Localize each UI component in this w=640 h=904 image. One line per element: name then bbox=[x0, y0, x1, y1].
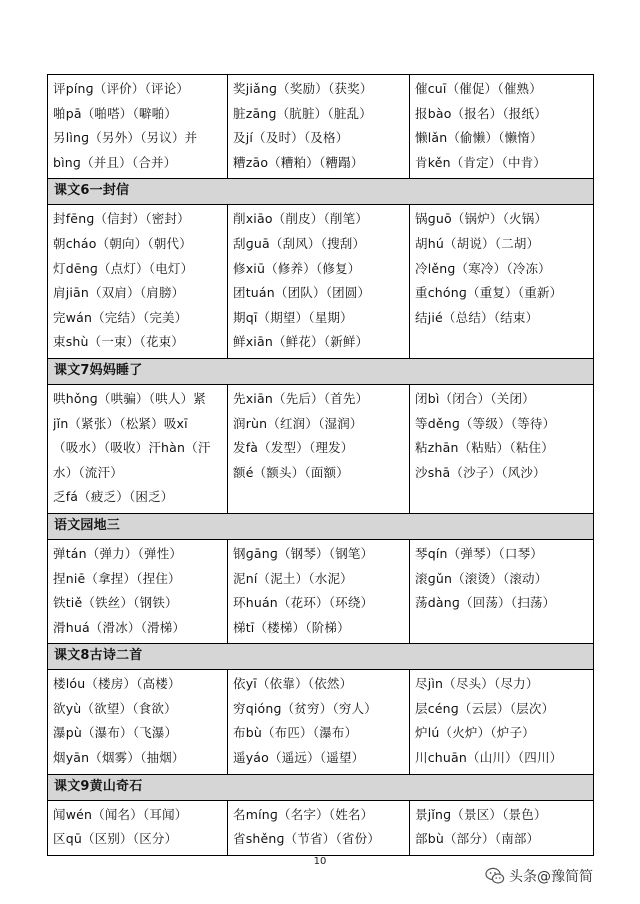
vocabulary-sheet bbox=[47, 74, 593, 856]
vocab-entry: 报bào（报名）（报纸） bbox=[415, 105, 547, 121]
wechat-icon bbox=[485, 866, 505, 886]
vocab-entry: 梯tī（楼梯）（阶梯） bbox=[233, 619, 350, 635]
vocab-row bbox=[48, 205, 594, 359]
vocab-entry: 省shěnɡ（节省）（省份） bbox=[233, 831, 381, 847]
vocab-entry: 锅ɡuō（锅炉）（火锅） bbox=[415, 211, 548, 227]
vocab-cell bbox=[410, 75, 594, 179]
page-number: 10 bbox=[313, 856, 327, 867]
vocab-entry: 布bù（布匹）（瀑布） bbox=[233, 725, 358, 741]
vocab-cell bbox=[228, 205, 410, 359]
section-title: 语文园地三 bbox=[48, 513, 594, 539]
vocab-entry: 灯dēnɡ（点灯）（电灯） bbox=[53, 260, 194, 276]
section-header-row bbox=[48, 513, 594, 539]
vocab-entry: 先xiān（先后）（首先） bbox=[233, 390, 369, 406]
watermark bbox=[485, 864, 593, 888]
vocab-entry: 楼lóu（楼房）（高楼） bbox=[53, 676, 181, 692]
vocab-cell bbox=[228, 384, 410, 513]
vocab-entry: 滑huá（滑冰）（滑梯） bbox=[53, 619, 186, 635]
vocab-entry: 遥yáo（遥远）（遥望） bbox=[233, 750, 365, 766]
vocab-entry: 滚ɡǔn（滚烫）（滚动） bbox=[415, 570, 548, 586]
vocab-entry: 额é（额头）（面额） bbox=[233, 464, 349, 480]
vocab-entry: 区qū（区别）（区分） bbox=[53, 831, 178, 847]
vocab-row bbox=[48, 384, 594, 513]
vocab-entry: 催cuī（催促）（催熟） bbox=[415, 81, 542, 96]
vocab-cell bbox=[48, 539, 228, 643]
vocab-entry: 奖jiǎnɡ（奖励）（获奖） bbox=[233, 81, 373, 96]
vocab-entry: 冷lěnɡ（寒冷）（冷冻） bbox=[415, 260, 551, 276]
vocab-entry: 名mínɡ（名字）（姓名） bbox=[233, 806, 374, 822]
vocab-entry: 部bù（部分）（南部） bbox=[415, 831, 540, 847]
vocab-entry: 泥ní（泥土）（水泥） bbox=[233, 570, 353, 586]
vocab-row bbox=[48, 670, 594, 774]
vocab-cell bbox=[228, 670, 410, 774]
vocab-entry: bìnɡ（并且）（合并） bbox=[53, 154, 177, 170]
vocab-entry: 炉lú（火炉）（炉子） bbox=[415, 725, 535, 741]
vocab-entry: 糟zāo（糟粕）（糟蹋） bbox=[233, 154, 364, 170]
vocab-entry: 发fà（发型）（理发） bbox=[233, 440, 354, 456]
vocab-entry: 乏fá（疲乏）（困乏） bbox=[53, 489, 174, 505]
vocab-entry: 期qī（期望）（星期） bbox=[233, 309, 353, 325]
vocab-entry: 沙shā（沙子）（风沙） bbox=[415, 464, 546, 480]
vocab-entry: 水）（流汗） bbox=[53, 464, 123, 480]
watermark-text: 头条@豫简简 bbox=[509, 869, 593, 885]
vocab-entry: 层cénɡ（云层）（层次） bbox=[415, 700, 555, 716]
vocab-entry: 懒lǎn（偷懒）（懒惰） bbox=[415, 130, 543, 146]
vocab-entry: 闻wén（闻名）（耳闻） bbox=[53, 806, 188, 822]
vocab-entry: （吸水）（吸收）汗hàn（汗 bbox=[53, 440, 211, 456]
section-title: 课文9黄山奇石 bbox=[48, 774, 594, 800]
vocab-entry: 另lìnɡ（另外）（另议）并 bbox=[53, 130, 198, 146]
vocab-entry: 胡hú（胡说）（二胡） bbox=[415, 235, 540, 251]
vocab-row bbox=[48, 539, 594, 643]
vocab-cell bbox=[48, 75, 228, 179]
vocab-cell bbox=[410, 800, 594, 855]
vocab-entry: 重chónɡ（重复）（重新） bbox=[415, 285, 563, 301]
vocab-entry: 弹tán（弹力）（弹性） bbox=[53, 545, 183, 561]
vocab-entry: 粘zhān（粘贴）（粘住） bbox=[415, 440, 554, 456]
vocab-entry: 哄hǒnɡ（哄骗）（哄人）紧 bbox=[53, 390, 206, 406]
vocab-entry: 捏niē（拿捏）（捏住） bbox=[53, 570, 181, 586]
vocab-entry: 景jǐnɡ（景区）（景色） bbox=[415, 806, 547, 822]
vocab-cell bbox=[228, 800, 410, 855]
vocab-entry: 瀑pù（瀑布）（飞瀑） bbox=[53, 725, 178, 741]
vocab-entry: 等děnɡ（等级）（等待） bbox=[415, 415, 556, 431]
vocab-entry: 脏zānɡ（肮脏）（脏乱） bbox=[233, 105, 372, 121]
vocab-cell bbox=[228, 539, 410, 643]
vocab-entry: 穷qiónɡ（贫穷）（穷人） bbox=[233, 700, 377, 716]
section-header-row bbox=[48, 179, 594, 205]
vocab-entry: 及jí（及时）（及格） bbox=[233, 130, 349, 146]
section-title: 课文7妈妈睡了 bbox=[48, 358, 594, 384]
vocab-cell bbox=[48, 384, 228, 513]
vocab-entry: 评pínɡ（评价）（评论） bbox=[53, 81, 190, 96]
vocab-cell bbox=[410, 539, 594, 643]
vocab-entry: 川chuān（山川）（四川） bbox=[415, 750, 563, 766]
vocab-entry: 尽jìn（尽头）（尽力） bbox=[415, 676, 539, 692]
vocab-entry: 封fēnɡ（信封）（密封） bbox=[53, 211, 190, 227]
vocab-entry: 闭bì（闭合）（关闭） bbox=[415, 390, 535, 406]
vocab-cell bbox=[228, 75, 410, 179]
vocab-entry: 荡dànɡ（回荡）（扫荡） bbox=[415, 595, 556, 611]
section-header-row bbox=[48, 358, 594, 384]
vocab-entry: 完wán（完结）（完美） bbox=[53, 309, 188, 325]
vocab-entry: 环huán（花环）（环绕） bbox=[233, 595, 374, 611]
vocab-cell bbox=[48, 670, 228, 774]
vocab-entry: 欲yù（欲望）（食欲） bbox=[53, 700, 177, 716]
vocab-cell bbox=[410, 670, 594, 774]
vocab-cell bbox=[48, 800, 228, 855]
vocab-entry: 肯kěn（肯定）（中肯） bbox=[415, 154, 547, 170]
vocab-entry: 朝cháo（朝向）（朝代） bbox=[53, 235, 192, 251]
vocab-entry: 啪pā（啪嗒）（噼啪） bbox=[53, 105, 178, 121]
vocab-entry: 鲜xiān（鲜花）（新鲜） bbox=[233, 334, 369, 350]
vocab-row bbox=[48, 75, 594, 179]
vocab-entry: 肩jiān（双肩）（肩膀） bbox=[53, 285, 185, 301]
vocabulary-table bbox=[47, 74, 594, 856]
vocab-entry: 修xiū（修养）（修复） bbox=[233, 260, 361, 276]
vocab-row bbox=[48, 800, 594, 855]
vocab-cell bbox=[410, 384, 594, 513]
vocab-cell bbox=[410, 205, 594, 359]
vocab-entry: 团tuán（团队）（团圆） bbox=[233, 285, 371, 301]
vocab-entry: 束shù（一束）（花束） bbox=[53, 334, 185, 350]
vocab-entry: 铁tiě（铁丝）（钢铁） bbox=[53, 595, 178, 611]
vocab-entry: 削xiāo（削皮）（削笔） bbox=[233, 211, 369, 227]
section-title: 课文6一封信 bbox=[48, 179, 594, 205]
vocab-entry: 润rùn（红润）（湿润） bbox=[233, 415, 363, 431]
vocab-entry: 烟yān（烟雾）（抽烟） bbox=[53, 750, 185, 766]
section-title: 课文8古诗二首 bbox=[48, 644, 594, 670]
vocab-cell bbox=[48, 205, 228, 359]
section-header-row bbox=[48, 644, 594, 670]
vocab-entry: 刮ɡuā（刮风）（搜刮） bbox=[233, 235, 366, 251]
vocab-entry: jǐn（紧张）（松紧）吸xī bbox=[53, 415, 188, 431]
vocab-entry: 琴qín（弹琴）（口琴） bbox=[415, 545, 543, 561]
vocab-entry: 依yī（依靠）（依然） bbox=[233, 676, 353, 692]
section-header-row bbox=[48, 774, 594, 800]
vocab-entry: 结jié（总结）（结束） bbox=[415, 309, 539, 325]
vocab-entry: 钢ɡānɡ（钢琴）（钢笔） bbox=[233, 545, 374, 561]
